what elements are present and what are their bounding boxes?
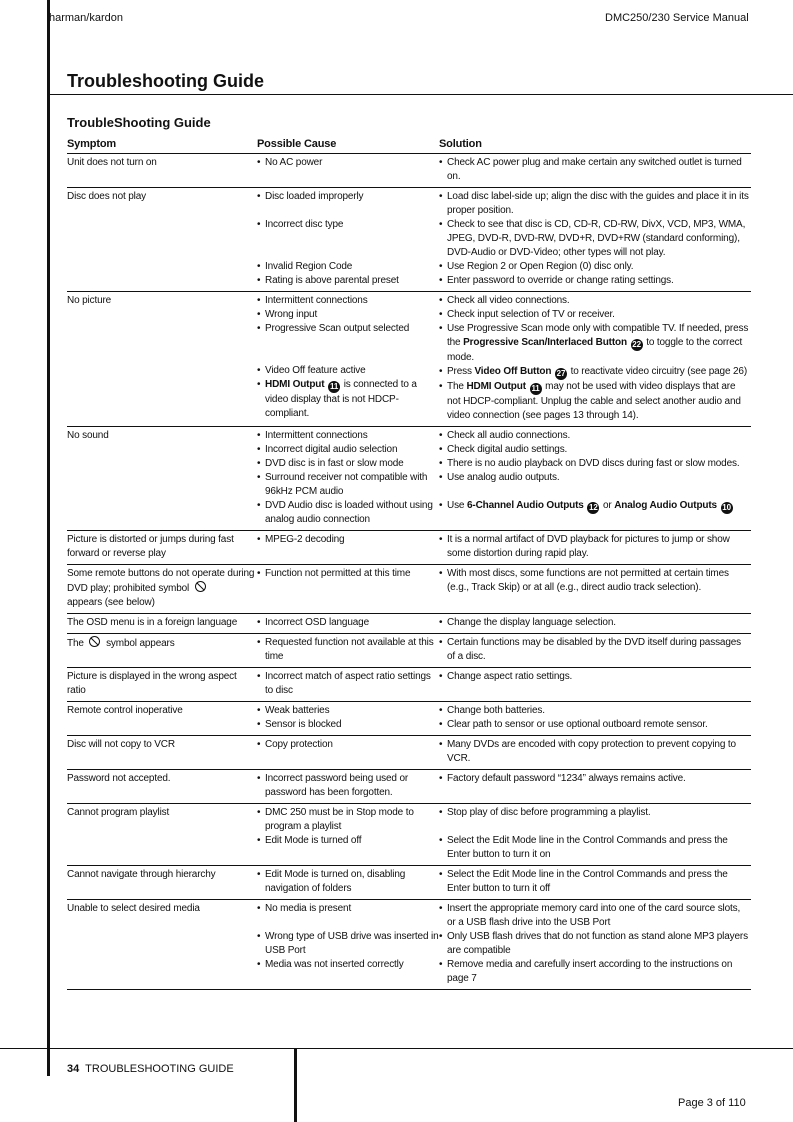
table-row <box>67 188 751 292</box>
solution-cell <box>439 804 751 866</box>
cause-cell <box>257 900 439 990</box>
list-item <box>257 429 439 443</box>
bullet-icon: • <box>439 773 443 784</box>
list-item <box>257 670 439 698</box>
cause-text: Incorrect digital audio selection <box>265 444 398 455</box>
callout-11-icon: 11 <box>330 382 339 391</box>
list-item <box>257 616 439 630</box>
solution-cell <box>439 900 751 990</box>
list-item <box>439 738 751 766</box>
six-channel-outputs-label: 6-Channel Audio Outputs <box>466 500 584 511</box>
cause-text: Wrong type of USB drive was inserted in USB Port <box>265 931 439 956</box>
list-item <box>257 834 439 848</box>
section-title: TroubleShooting Guide <box>67 115 211 130</box>
symptom-text: Unable to select desired media <box>67 903 200 914</box>
solution-cell <box>439 634 751 668</box>
solution-text: Use <box>447 500 465 511</box>
symptom-cell <box>67 427 257 531</box>
solution-text: Stop play of disc before programming a playlist. <box>447 807 651 818</box>
list-item <box>257 294 439 308</box>
cause-text: No media is present <box>265 903 352 914</box>
cause-cell <box>257 427 439 531</box>
list-item <box>439 274 751 288</box>
bullet-icon: • <box>257 739 261 750</box>
symptom-text: Disc does not play <box>67 191 147 202</box>
list-item <box>439 322 751 365</box>
bullet-icon: • <box>439 807 443 818</box>
table-row <box>67 531 751 565</box>
cause-cell <box>257 292 439 427</box>
solution-text: Select the Edit Mode line in the Control Commands and press the Enter button to turn it on <box>447 835 728 860</box>
cause-cell <box>257 804 439 866</box>
solution-cell <box>439 427 751 531</box>
solution-cell <box>439 668 751 702</box>
solution-text: Select the Edit Mode line in the Control Commands and press the Enter button to turn it off <box>447 869 728 894</box>
solution-cell <box>439 736 751 770</box>
list-item <box>257 378 439 421</box>
list-item <box>257 567 439 581</box>
solution-text: Remove media and carefully insert according to the instructions on page 7 <box>447 959 733 984</box>
col-cause: Possible Cause <box>257 136 439 154</box>
bullet-icon: • <box>439 739 443 750</box>
list-item <box>439 868 751 896</box>
solution-text: or <box>603 500 612 511</box>
list-item <box>257 636 439 664</box>
bullet-icon: • <box>439 444 443 455</box>
cause-text: Sensor is blocked <box>265 719 342 730</box>
solution-text: Only USB flash drives that do not function as stand alone MP3 players are compatible <box>447 931 748 956</box>
table-row <box>67 634 751 668</box>
list-item <box>257 218 439 232</box>
cause-text: Incorrect OSD language <box>265 617 369 628</box>
cause-text: Incorrect disc type <box>265 219 344 230</box>
bullet-icon: • <box>257 719 261 730</box>
cause-text: DMC 250 must be in Stop mode to program a playlist <box>265 807 414 832</box>
hdmi-output-label: HDMI Output <box>466 381 526 392</box>
cause-text: is connected to a video display that is not HDCP-compliant. <box>265 379 417 419</box>
symptom-cell <box>67 770 257 804</box>
cause-cell <box>257 565 439 614</box>
list-item <box>257 443 439 457</box>
cause-text: Intermittent connections <box>265 430 368 441</box>
bullet-icon: • <box>439 671 443 682</box>
bullet-icon: • <box>439 959 443 970</box>
bullet-icon: • <box>439 534 443 545</box>
list-item <box>257 718 439 732</box>
bullet-icon: • <box>257 379 261 390</box>
cause-text: Requested function not available at this time <box>265 637 434 662</box>
table-row <box>67 565 751 614</box>
solution-cell <box>439 866 751 900</box>
solution-text: Press <box>447 366 472 377</box>
list-item <box>439 616 751 630</box>
bullet-icon: • <box>439 381 443 392</box>
page-title: Troubleshooting Guide <box>67 71 264 91</box>
cause-cell <box>257 866 439 900</box>
table-row <box>67 614 751 634</box>
bullet-icon: • <box>439 719 443 730</box>
symptom-cell <box>67 565 257 614</box>
bullet-icon: • <box>439 617 443 628</box>
bullet-icon: • <box>439 903 443 914</box>
bullet-icon: • <box>257 773 261 784</box>
cause-text: Disc loaded improperly <box>265 191 364 202</box>
left-margin-bar <box>47 0 50 1076</box>
bullet-icon: • <box>257 472 261 483</box>
cause-cell <box>257 770 439 804</box>
list-item <box>257 190 439 204</box>
list-item <box>257 308 439 322</box>
bullet-icon: • <box>257 365 261 376</box>
symptom-text: No picture <box>67 295 112 306</box>
bullet-icon: • <box>257 869 261 880</box>
list-item <box>439 958 751 986</box>
list-item <box>439 457 751 471</box>
footer-divider <box>294 1048 297 1122</box>
symptom-text: The <box>67 638 84 649</box>
list-item <box>257 902 439 916</box>
list-item <box>257 471 439 499</box>
bullet-icon: • <box>439 309 443 320</box>
brand-header: harman/kardon <box>49 12 123 24</box>
solution-text: Many DVDs are encoded with copy protection to prevent copying to VCR. <box>447 739 736 764</box>
symptom-text: Cannot navigate through hierarchy <box>67 869 216 880</box>
list-item <box>257 499 439 527</box>
bullet-icon: • <box>257 430 261 441</box>
list-item <box>439 499 751 514</box>
solution-text: Check all audio connections. <box>447 430 571 441</box>
cause-cell <box>257 154 439 188</box>
bullet-icon: • <box>257 617 261 628</box>
list-item <box>439 636 751 664</box>
list-item <box>439 772 751 786</box>
footer-section-label <box>67 1063 234 1075</box>
table-row <box>67 770 751 804</box>
symptom-cell <box>67 188 257 292</box>
list-item <box>439 190 751 218</box>
solution-text: Change the display language selection. <box>447 617 616 628</box>
table-row <box>67 736 751 770</box>
list-item <box>439 567 751 595</box>
solution-cell <box>439 565 751 614</box>
solution-text: It is a normal artifact of DVD playback for pictures to jump or show some distortion during rapid play. <box>447 534 730 559</box>
solution-text: Change both batteries. <box>447 705 545 716</box>
cause-text: Incorrect password being used or password has been forgotten. <box>265 773 409 798</box>
solution-text: Enter password to override or change rating settings. <box>447 275 674 286</box>
cause-text: Function not permitted at this time <box>265 568 411 579</box>
bullet-icon: • <box>439 366 443 377</box>
bullet-icon: • <box>257 568 261 579</box>
callout-11-icon: 11 <box>531 384 540 393</box>
list-item <box>439 471 751 485</box>
symptom-text: appears (see below) <box>67 597 155 608</box>
solution-text: Load disc label-side up; align the disc with the guides and place it in its proper position. <box>447 191 749 216</box>
list-item <box>439 260 751 274</box>
list-item <box>257 868 439 896</box>
solution-text: Check to see that disc is CD, CD-R, CD-RW, DivX, VCD, MP3, WMA, JPEG, DVD-R, DVD-RW, DVD+R, DVD+RW (standard conforming), DVD-Audio or DVD-Video; other types will not play. <box>447 219 746 258</box>
bullet-icon: • <box>257 807 261 818</box>
symptom-cell <box>67 668 257 702</box>
symptom-text: Password not accepted. <box>67 773 171 784</box>
bullet-icon: • <box>257 903 261 914</box>
table-row <box>67 900 751 990</box>
bullet-icon: • <box>439 472 443 483</box>
callout-27-icon: 27 <box>556 369 566 378</box>
bullet-icon: • <box>439 458 443 469</box>
solution-text: There is no audio playback on DVD discs during fast or slow modes. <box>447 458 740 469</box>
list-item <box>439 718 751 732</box>
bullet-icon: • <box>439 275 443 286</box>
solution-text: Insert the appropriate memory card into one of the card source slots, or a USB flash drive into the USB Port <box>447 903 741 928</box>
prohibited-symbol-icon <box>89 636 100 647</box>
list-item <box>257 274 439 288</box>
symptom-cell <box>67 702 257 736</box>
list-item <box>439 156 751 184</box>
list-item <box>439 218 751 260</box>
bullet-icon: • <box>439 637 443 648</box>
symptom-cell <box>67 804 257 866</box>
solution-cell <box>439 770 751 804</box>
list-item <box>257 930 439 958</box>
bullet-icon: • <box>257 261 261 272</box>
cause-cell <box>257 702 439 736</box>
list-item <box>439 704 751 718</box>
bullet-icon: • <box>439 931 443 942</box>
bullet-icon: • <box>257 444 261 455</box>
list-item <box>257 806 439 834</box>
bullet-icon: • <box>439 295 443 306</box>
page-number: 34 <box>67 1063 80 1075</box>
bullet-icon: • <box>439 430 443 441</box>
cause-text: No AC power <box>265 157 323 168</box>
list-item <box>439 429 751 443</box>
list-item <box>439 930 751 958</box>
list-item <box>439 806 751 820</box>
col-solution: Solution <box>439 136 751 154</box>
table-row <box>67 427 751 531</box>
cause-text: Video Off feature active <box>265 365 366 376</box>
solution-cell <box>439 188 751 292</box>
solution-text: Certain functions may be disabled by the DVD itself during passages of a disc. <box>447 637 742 662</box>
symptom-text: Picture is distorted or jumps during fast forward or reverse play <box>67 534 234 559</box>
col-symptom: Symptom <box>67 136 257 154</box>
solution-text: Clear path to sensor or use optional outboard remote sensor. <box>447 719 708 730</box>
solution-text: Check AC power plug and make certain any switched outlet is turned on. <box>447 157 742 182</box>
list-item <box>439 834 751 862</box>
bullet-icon: • <box>257 705 261 716</box>
symptom-text: The OSD menu is in a foreign language <box>67 617 238 628</box>
bullet-icon: • <box>257 191 261 202</box>
solution-text: to reactivate video circuitry (see page 26) <box>570 366 748 377</box>
table-row <box>67 292 751 427</box>
cause-text: Wrong input <box>265 309 318 320</box>
solution-text: Factory default password “1234” always remains active. <box>447 773 686 784</box>
cause-text: Edit Mode is turned on, disabling navigation of folders <box>265 869 406 894</box>
cause-cell <box>257 531 439 565</box>
bullet-icon: • <box>439 219 443 230</box>
solution-text: Use Region 2 or Open Region (0) disc only. <box>447 261 634 272</box>
cause-text: DVD disc is in fast or slow mode <box>265 458 404 469</box>
cause-text: Copy protection <box>265 739 333 750</box>
bullet-icon: • <box>439 191 443 202</box>
list-item <box>257 772 439 800</box>
callout-12-icon: 12 <box>589 503 598 512</box>
footer-section: TROUBLESHOOTING GUIDE <box>85 1063 234 1075</box>
list-item <box>257 364 439 378</box>
bullet-icon: • <box>257 931 261 942</box>
solution-cell <box>439 531 751 565</box>
cause-text: DVD Audio disc is loaded without using analog audio connection <box>265 500 433 525</box>
symptom-cell <box>67 900 257 990</box>
solution-text: With most discs, some functions are not permitted at certain times (e.g., Track Skip) or at all (e.g., direct audio track selection). <box>447 568 729 593</box>
solution-cell <box>439 702 751 736</box>
bullet-icon: • <box>257 309 261 320</box>
bullet-icon: • <box>439 705 443 716</box>
bullet-icon: • <box>257 323 261 334</box>
solution-text: Check all video connections. <box>447 295 570 306</box>
bullet-icon: • <box>257 157 261 168</box>
callout-10-icon: 10 <box>722 503 731 512</box>
solution-cell <box>439 154 751 188</box>
table-row <box>67 804 751 866</box>
bullet-icon: • <box>439 835 443 846</box>
cause-text: MPEG-2 decoding <box>265 534 345 545</box>
list-item <box>439 443 751 457</box>
cause-text: Edit Mode is turned off <box>265 835 362 846</box>
bullet-icon: • <box>257 835 261 846</box>
symptom-cell <box>67 866 257 900</box>
symptom-cell <box>67 634 257 668</box>
solution-text: Use Progressive Scan mode only with compatible TV. If needed, press the <box>447 323 749 348</box>
table-row <box>67 668 751 702</box>
hdmi-output-label: HDMI Output <box>265 379 325 390</box>
bullet-icon: • <box>439 568 443 579</box>
prohibited-symbol-icon <box>195 581 206 592</box>
symptom-text: Picture is displayed in the wrong aspect ratio <box>67 671 237 696</box>
list-item <box>439 533 751 561</box>
bullet-icon: • <box>257 219 261 230</box>
cause-text: Weak batteries <box>265 705 330 716</box>
cause-text: Intermittent connections <box>265 295 368 306</box>
bullet-icon: • <box>257 295 261 306</box>
symptom-cell <box>67 154 257 188</box>
list-item <box>257 156 439 170</box>
bullet-icon: • <box>257 671 261 682</box>
title-rule <box>49 94 793 95</box>
list-item <box>439 380 751 423</box>
footer-rule <box>0 1048 793 1049</box>
symptom-text: symbol appears <box>106 638 175 649</box>
symptom-cell <box>67 736 257 770</box>
list-item <box>257 958 439 972</box>
cause-text: Surround receiver not compatible with 96kHz PCM audio <box>265 472 428 497</box>
analog-outputs-label: Analog Audio Outputs <box>614 500 717 511</box>
solution-text: Check digital audio settings. <box>447 444 568 455</box>
symptom-text: Unit does not turn on <box>67 157 157 168</box>
table-row <box>67 866 751 900</box>
cause-cell <box>257 188 439 292</box>
list-item <box>257 322 439 336</box>
symptom-cell <box>67 292 257 427</box>
callout-22-icon: 22 <box>632 340 641 349</box>
solution-text: to toggle to the correct mode. <box>447 337 743 363</box>
list-item <box>257 260 439 274</box>
solution-text: The <box>447 381 464 392</box>
solution-text: Use analog audio outputs. <box>447 472 560 483</box>
cause-cell <box>257 668 439 702</box>
cause-cell <box>257 634 439 668</box>
cause-text: Incorrect match of aspect ratio settings to disc <box>265 671 431 696</box>
symptom-text: Remote control inoperative <box>67 705 183 716</box>
symptom-text: Cannot program playlist <box>67 807 170 818</box>
bullet-icon: • <box>257 458 261 469</box>
symptom-text: Disc will not copy to VCR <box>67 739 175 750</box>
cause-cell <box>257 614 439 634</box>
solution-cell <box>439 614 751 634</box>
list-item <box>439 294 751 308</box>
symptom-cell <box>67 531 257 565</box>
bullet-icon: • <box>439 157 443 168</box>
list-item <box>439 902 751 930</box>
list-item <box>439 308 751 322</box>
bullet-icon: • <box>257 275 261 286</box>
solution-text: Check input selection of TV or receiver. <box>447 309 615 320</box>
bullet-icon: • <box>257 959 261 970</box>
cause-text: Rating is above parental preset <box>265 275 399 286</box>
bullet-icon: • <box>439 323 443 334</box>
symptom-text: No sound <box>67 430 109 441</box>
manual-title-header: DMC250/230 Service Manual <box>605 12 749 24</box>
table-row <box>67 154 751 188</box>
bullet-icon: • <box>439 261 443 272</box>
cause-cell <box>257 736 439 770</box>
bullet-icon: • <box>439 869 443 880</box>
table-header-row <box>67 136 751 154</box>
bullet-icon: • <box>257 534 261 545</box>
solution-text: Change aspect ratio settings. <box>447 671 573 682</box>
solution-cell <box>439 292 751 427</box>
page-of-indicator: Page 3 of 110 <box>678 1097 746 1109</box>
list-item <box>257 533 439 547</box>
cause-text: Progressive Scan output selected <box>265 323 410 334</box>
progressive-scan-button-label: Progressive Scan/Interlaced Button <box>463 337 627 348</box>
cause-text: Media was not inserted correctly <box>265 959 404 970</box>
list-item <box>439 670 751 684</box>
list-item <box>257 704 439 718</box>
solution-text: may not be used with video displays that are not HDCP-compliant. Unplug the cable and select another audio and video connection (see pages 13 through 14). <box>447 381 741 421</box>
cause-text: Invalid Region Code <box>265 261 353 272</box>
list-item <box>257 738 439 752</box>
bullet-icon: • <box>439 500 443 511</box>
bullet-icon: • <box>257 637 261 648</box>
symptom-text: Some remote buttons do not operate during DVD play; prohibited symbol <box>67 568 255 594</box>
troubleshooting-table <box>67 136 751 990</box>
list-item <box>257 457 439 471</box>
symptom-cell <box>67 614 257 634</box>
video-off-button-label: Video Off Button <box>474 366 552 377</box>
table-row <box>67 702 751 736</box>
list-item <box>439 365 751 380</box>
bullet-icon: • <box>257 500 261 511</box>
